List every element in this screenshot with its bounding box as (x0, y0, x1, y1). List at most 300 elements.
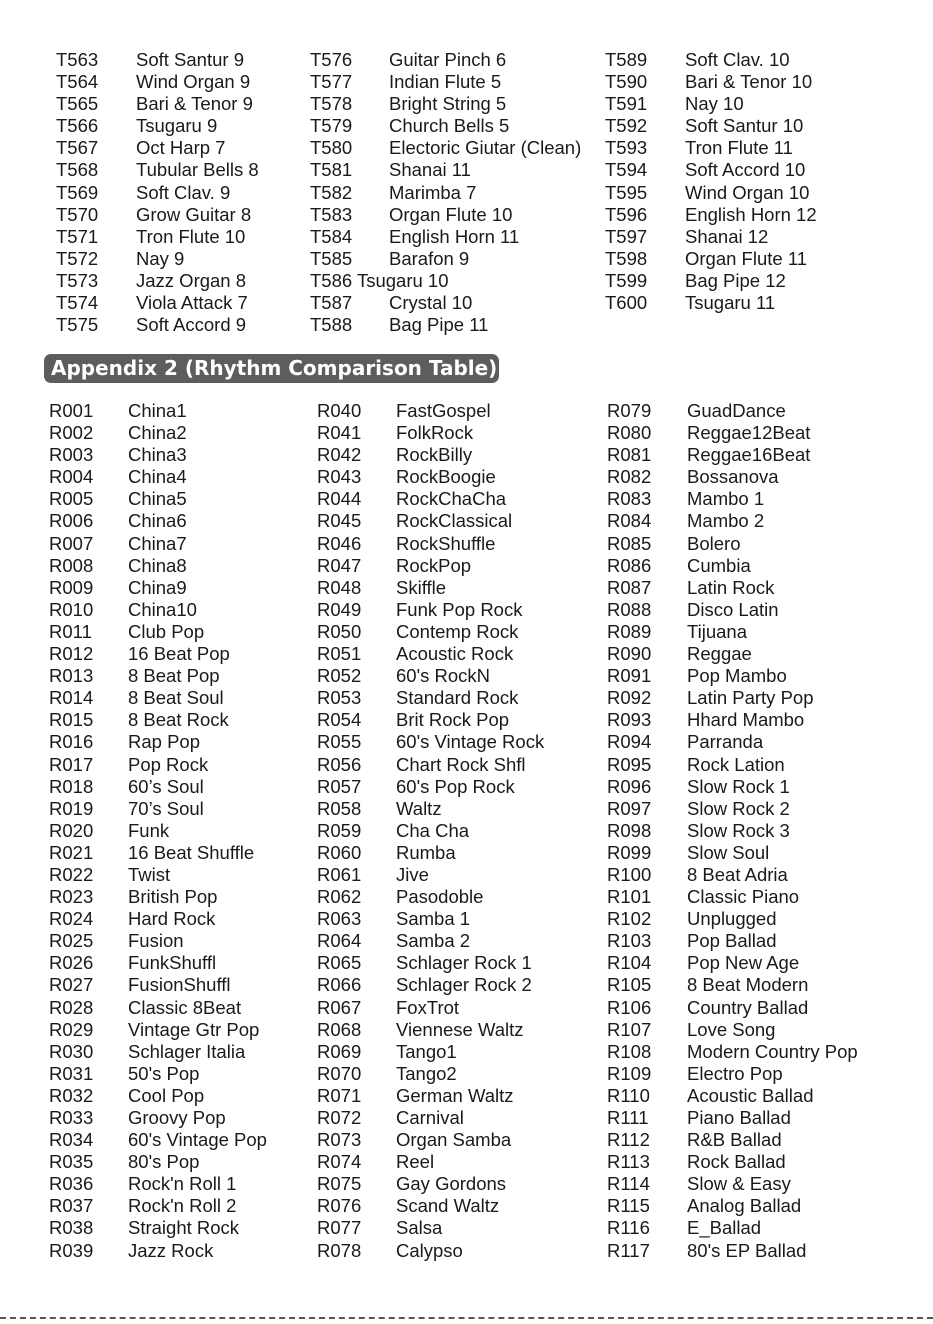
entry-name: Oct Harp 7 (136, 137, 226, 159)
entry-name: Organ Flute 11 (685, 247, 808, 269)
entry-name: Tubular Bells 8 (136, 159, 259, 181)
entry-code: R027 (49, 974, 94, 996)
entry-code: R075 (317, 1173, 362, 1195)
entry-code: R053 (317, 687, 362, 709)
entry-code: R022 (49, 863, 94, 885)
entry-name: Straight Rock (128, 1217, 240, 1239)
entry-name: Bolero (687, 532, 741, 554)
entry-name: RockPop (396, 554, 472, 576)
entry-name: Tron Flute 11 (685, 137, 793, 159)
entry-name: British Pop (128, 886, 218, 908)
entry-name: Soft Santur 10 (685, 115, 804, 137)
entry-code: R085 (607, 532, 652, 554)
entry-name: Funk (128, 819, 170, 841)
entry-name: Cumbia (687, 554, 751, 576)
entry-code: R030 (49, 1040, 94, 1062)
entry-name: 60's Vintage Rock (396, 731, 545, 753)
entry-code: T568 (56, 159, 99, 181)
appendix-2-heading: Appendix 2 (Rhythm Comparison Table) (44, 354, 499, 383)
entry-code: R108 (607, 1040, 652, 1062)
entry-code: T585 (310, 247, 353, 269)
entry-code: R110 (607, 1084, 650, 1106)
entry-name: Jive (396, 863, 429, 885)
entry-name: RockBilly (396, 444, 473, 466)
entry-name: 60's RockN (396, 665, 491, 687)
entry-code: R115 (607, 1195, 650, 1217)
entry-code: R028 (49, 996, 94, 1018)
entry-name: China6 (128, 510, 187, 532)
entry-code: T591 (605, 93, 648, 115)
entry-code: R061 (317, 863, 362, 885)
entry-code: R069 (317, 1040, 362, 1062)
entry-code: R025 (49, 930, 94, 952)
entry-code: R003 (49, 444, 94, 466)
entry-code: R073 (317, 1129, 362, 1151)
entry-name: Pop New Age (687, 952, 800, 974)
entry-code: R006 (49, 510, 94, 532)
entry-name: Rock Ballad (687, 1151, 786, 1173)
entry-name: Samba 1 (396, 908, 471, 930)
entry-code: R039 (49, 1239, 94, 1261)
entry-name: 8 Beat Rock (128, 709, 229, 731)
entry-name: Hhard Mambo (687, 709, 805, 731)
entry-name: FunkShuffl (128, 952, 217, 974)
entry-code: R040 (317, 400, 362, 421)
entry-code: R107 (607, 1018, 652, 1040)
entry-code: R084 (607, 510, 652, 532)
entry-name: Classic 8Beat (128, 996, 242, 1018)
entry-name: China9 (128, 576, 187, 598)
entry-code: T567 (56, 137, 99, 159)
entry-code: T579 (310, 115, 353, 137)
entry-code: R074 (317, 1151, 362, 1173)
entry-code: R008 (49, 554, 94, 576)
entry-name: Reggae (687, 643, 752, 665)
entry-code: R098 (607, 819, 652, 841)
entry-name: FoxTrot (396, 996, 460, 1018)
entry-code: T571 (56, 225, 99, 247)
entry-code: R090 (607, 643, 652, 665)
entry-name: Tango1 (396, 1040, 457, 1062)
entry-name: Latin Rock (687, 576, 775, 598)
entry-code: R092 (607, 687, 652, 709)
entry-code: R051 (317, 643, 362, 665)
entry-name: Parranda (687, 731, 764, 753)
entry-name: Slow Rock 1 (687, 775, 790, 797)
entry-code: R086 (607, 554, 652, 576)
entry-name: Organ Flute 10 (389, 203, 513, 225)
entry-code: T572 (56, 247, 99, 269)
entry-code: T592 (605, 115, 648, 137)
entry-name: Shanai 11 (389, 159, 471, 181)
entry-name: Guitar Pinch 6 (389, 49, 507, 70)
entry-code: R106 (607, 996, 652, 1018)
entry-code: T563 (56, 49, 99, 70)
entry-code: T580 (310, 137, 353, 159)
entry-code: T598 (605, 247, 648, 269)
entry-name: English Horn 11 (389, 225, 520, 247)
entry-name: China4 (128, 466, 187, 488)
entry-code: R042 (317, 444, 362, 466)
entry-name: Grow Guitar 8 (136, 203, 252, 225)
entry-name: Chart Rock Shfl (396, 753, 526, 775)
entry-name: Samba 2 (396, 930, 471, 952)
entry-code: R014 (49, 687, 94, 709)
entry-code: R017 (49, 753, 94, 775)
entry-name: Modern Country Pop (687, 1040, 858, 1062)
entry-name: German Waltz (396, 1084, 514, 1106)
entry-name: Soft Santur 9 (136, 49, 244, 70)
entry-code: R080 (607, 422, 652, 444)
entry-name: Slow & Easy (687, 1173, 791, 1195)
entry-code: R012 (49, 643, 94, 665)
entry-name: Club Pop (128, 620, 205, 642)
entry-name: Cool Pop (128, 1084, 205, 1106)
entry-code: R021 (49, 841, 94, 863)
entry-name: Soft Clav. 9 (136, 181, 231, 203)
entry-name: Bag Pipe 12 (685, 269, 786, 291)
entry-name: Pop Ballad (687, 930, 777, 952)
entry-name: China8 (128, 554, 187, 576)
entry-name: Schlager Rock 1 (396, 952, 532, 974)
entry-code: R065 (317, 952, 362, 974)
entry-name: Viola Attack 7 (136, 292, 248, 314)
entry-name: Hard Rock (128, 908, 216, 930)
entry-name: Scand Waltz (396, 1195, 500, 1217)
entry-code: T597 (605, 225, 648, 247)
entry-code: R047 (317, 554, 362, 576)
entry-code: R046 (317, 532, 362, 554)
entry-code: R013 (49, 665, 94, 687)
entry-code: R103 (607, 930, 652, 952)
entry-name: Soft Accord 9 (136, 314, 247, 336)
entry-name: Acoustic Rock (396, 643, 514, 665)
entry-name: China10 (128, 598, 197, 620)
entry-name: Electro Pop (687, 1062, 783, 1084)
entry-code: R010 (49, 598, 94, 620)
entry-name: R&B Ballad (687, 1129, 782, 1151)
entry-name: English Horn 12 (685, 203, 817, 225)
entry-code: R005 (49, 488, 94, 510)
entry-code: R001 (49, 400, 94, 421)
entry-code: R088 (607, 598, 652, 620)
entry-code: R015 (49, 709, 94, 731)
entry-name: Rock'n Roll 1 (128, 1173, 237, 1195)
entry-name: Shanai 12 (685, 225, 769, 247)
entry-name: Marimba 7 (389, 181, 477, 203)
entry-name: Viennese Waltz (396, 1018, 524, 1040)
entry-code: R038 (49, 1217, 94, 1239)
entry-code: R070 (317, 1062, 362, 1084)
entry-name: Disco Latin (687, 598, 779, 620)
entry-code: T575 (56, 314, 99, 336)
entry-code: R058 (317, 797, 362, 819)
entry-code: R007 (49, 532, 94, 554)
entry-name: Slow Soul (687, 841, 770, 863)
entry-name: 60’s Soul (128, 775, 204, 797)
entry-name: 50's Pop (128, 1062, 200, 1084)
entry-name: Organ Samba (396, 1129, 512, 1151)
entry-code: T588 (310, 314, 353, 336)
entry-name: 8 Beat Adria (687, 863, 788, 885)
entry-name: Calypso (396, 1239, 463, 1261)
entry-name: Twist (128, 863, 171, 885)
entry-code: R024 (49, 908, 94, 930)
entry-name: Indian Flute 5 (389, 71, 502, 93)
entry-code: T587 (310, 292, 353, 314)
entry-code: T578 (310, 93, 353, 115)
entry-code: T564 (56, 71, 99, 93)
entry-name: Nay 9 (136, 247, 185, 269)
entry-name: Waltz (396, 797, 442, 819)
entry-name: Mambo 2 (687, 510, 765, 532)
entry-code: R100 (607, 863, 652, 885)
entry-code: T577 (310, 71, 353, 93)
entry-name: Acoustic Ballad (687, 1084, 814, 1106)
entry-name: Analog Ballad (687, 1195, 802, 1217)
entry-code: R099 (607, 841, 652, 863)
entry-name: Cha Cha (396, 819, 470, 841)
entry-name: Funk Pop Rock (396, 598, 523, 620)
entry-name: Jazz Organ 8 (136, 269, 247, 291)
entry-code: R045 (317, 510, 362, 532)
entry-name: RockClassical (396, 510, 513, 532)
entry-name: E_Ballad (687, 1217, 762, 1239)
entry-name: FolkRock (396, 422, 474, 444)
entry-name: China5 (128, 488, 187, 510)
entry-code: R082 (607, 466, 652, 488)
entry-code: T576 (310, 49, 353, 70)
entry-code: R111 (607, 1107, 649, 1128)
entry-code: R060 (317, 841, 362, 863)
entry-code: R041 (317, 422, 362, 444)
entry-name: China1 (128, 400, 187, 421)
page-footer-divider (0, 1317, 933, 1319)
entry-code: R054 (317, 709, 362, 731)
entry-name: Nay 10 (685, 93, 744, 115)
entry-code: R109 (607, 1062, 652, 1084)
entry-name: Reggae12Beat (687, 422, 811, 444)
entry-name: Gay Gordons (396, 1173, 507, 1195)
entry-name: Tsugaru 9 (136, 115, 218, 137)
entry-name: Bag Pipe 11 (389, 314, 489, 336)
entry-code: R067 (317, 996, 362, 1018)
entry-code: T573 (56, 269, 99, 291)
entry-code: R062 (317, 886, 362, 908)
entry-code: T582 (310, 181, 353, 203)
entry-code: R104 (607, 952, 652, 974)
entry-name: 16 Beat Pop (128, 643, 230, 665)
entry-code: R037 (49, 1195, 94, 1217)
entry-name: Rock'n Roll 2 (128, 1195, 237, 1217)
entry-code: R059 (317, 819, 362, 841)
entry-name: FastGospel (396, 400, 491, 421)
entry-name: Love Song (687, 1018, 776, 1040)
entry-name: Crystal 10 (389, 292, 473, 314)
entry-name: Piano Ballad (687, 1107, 791, 1128)
entry-name: Tsugaru 11 (685, 292, 776, 314)
entry-code: R113 (607, 1151, 650, 1173)
entry-code: T574 (56, 292, 99, 314)
entry-name: Brit Rock Pop (396, 709, 510, 731)
entry-name: 16 Beat Shuffle (128, 841, 255, 863)
entry-code: T590 (605, 71, 648, 93)
entry-code: R056 (317, 753, 362, 775)
entry-code: R101 (607, 886, 652, 908)
entry-code: R095 (607, 753, 652, 775)
entry-name: 8 Beat Pop (128, 665, 220, 687)
entry-code: R089 (607, 620, 652, 642)
entry-name: Wind Organ 10 (685, 181, 810, 203)
entry-name: Electoric Giutar (Clean) (389, 137, 582, 159)
entry-name: RockBoogie (396, 466, 496, 488)
entry-code: R102 (607, 908, 652, 930)
entry-code: R096 (607, 775, 652, 797)
entry-code: R093 (607, 709, 652, 731)
entry-code: T594 (605, 159, 648, 181)
entry-code: R105 (607, 974, 652, 996)
entry-name: RockShuffle (396, 532, 496, 554)
entry-code: R043 (317, 466, 362, 488)
entry-name: 60's Pop Rock (396, 775, 515, 797)
entry-name: 60's Vintage Pop (128, 1129, 267, 1151)
entry-code: T600 (605, 292, 648, 314)
entry-name: RockChaCha (396, 488, 507, 510)
entry-name: Schlager Italia (128, 1040, 246, 1062)
entry-name: Tijuana (687, 620, 747, 642)
entry-name: GuadDance (687, 400, 786, 421)
entry-name: Slow Rock 3 (687, 819, 790, 841)
entry-name: China2 (128, 422, 187, 444)
entry-code: R064 (317, 930, 362, 952)
entry-code: R117 (607, 1239, 650, 1261)
entry-name: Barafon 9 (389, 247, 470, 269)
entry-name: China7 (128, 532, 187, 554)
entry-code: R031 (49, 1062, 94, 1084)
entry-code: T583 (310, 203, 353, 225)
entry-name: Bari & Tenor 10 (685, 71, 813, 93)
entry-code: R081 (607, 444, 652, 466)
entry-code: R071 (317, 1084, 362, 1106)
entry-code: T584 (310, 225, 353, 247)
entry-name: Latin Party Pop (687, 687, 814, 709)
entry-code: R035 (49, 1151, 94, 1173)
entry-name: Groovy Pop (128, 1107, 226, 1128)
entry-code: R087 (607, 576, 652, 598)
entry-code: R034 (49, 1129, 94, 1151)
entry-code: T599 (605, 269, 648, 291)
entry-name: Bari & Tenor 9 (136, 93, 253, 115)
entry-code: R002 (49, 422, 94, 444)
entry-name: Contemp Rock (396, 620, 519, 642)
entry-code: R072 (317, 1107, 362, 1128)
entry-code: R094 (607, 731, 652, 753)
entry-code: R016 (49, 731, 94, 753)
entry-code: R078 (317, 1239, 362, 1261)
entry-code: R066 (317, 974, 362, 996)
entry-code: R114 (607, 1173, 650, 1195)
entry-code: R044 (317, 488, 362, 510)
entry-code: R063 (317, 908, 362, 930)
entry-name: Soft Accord 10 (685, 159, 806, 181)
entry-name: 8 Beat Modern (687, 974, 809, 996)
entry-name: 70’s Soul (128, 797, 204, 819)
entry-code: R079 (607, 400, 652, 421)
entry-code: R097 (607, 797, 652, 819)
entry-code: T570 (56, 203, 99, 225)
entry-code: R032 (49, 1084, 94, 1106)
entry-name: Classic Piano (687, 886, 800, 908)
entry-code: R077 (317, 1217, 362, 1239)
entry-code: R036 (49, 1173, 94, 1195)
entry-code: R049 (317, 598, 362, 620)
entry-name: Schlager Rock 2 (396, 974, 532, 996)
entry-name: Pop Rock (128, 753, 209, 775)
entry-name: Rumba (396, 841, 456, 863)
entry-name: Vintage Gtr Pop (128, 1018, 260, 1040)
entry-name: Tron Flute 10 (136, 225, 246, 247)
entry-name: Pop Mambo (687, 665, 787, 687)
entry-name: Bright String 5 (389, 93, 507, 115)
entry-name: Skiffle (396, 576, 447, 598)
entry-code: R004 (49, 466, 94, 488)
entry-code: R055 (317, 731, 362, 753)
entry-code: T565 (56, 93, 99, 115)
entry-code: R018 (49, 775, 94, 797)
entry-name: Rap Pop (128, 731, 200, 753)
entry-code: R011 (49, 620, 92, 642)
entry-name: Bossanova (687, 466, 779, 488)
entry-name: Fusion (128, 930, 184, 952)
entry-code: R023 (49, 886, 94, 908)
entry-name: Unplugged (687, 908, 777, 930)
entry-name: Wind Organ 9 (136, 71, 251, 93)
entry-code: T589 (605, 49, 648, 70)
entry-name: Mambo 1 (687, 488, 765, 510)
entry-code: R112 (607, 1129, 650, 1151)
entry-code: R026 (49, 952, 94, 974)
entry-name: 80's EP Ballad (687, 1239, 807, 1261)
entry-name: Reel (396, 1151, 435, 1173)
entry-code: T586 Tsugaru 10 (310, 269, 449, 291)
entry-code: R019 (49, 797, 94, 819)
entry-code: R068 (317, 1018, 362, 1040)
entry-code: R009 (49, 576, 94, 598)
entry-name: Church Bells 5 (389, 115, 510, 137)
entry-name: Standard Rock (396, 687, 519, 709)
entry-name: Salsa (396, 1217, 443, 1239)
entry-code: R091 (607, 665, 652, 687)
entry-name: Carnival (396, 1107, 464, 1128)
entry-name: Reggae16Beat (687, 444, 811, 466)
entry-code: T569 (56, 181, 99, 203)
entry-name: Tango2 (396, 1062, 457, 1084)
entry-code: T596 (605, 203, 648, 225)
entry-code: T566 (56, 115, 99, 137)
entry-code: T593 (605, 137, 648, 159)
entry-code: R029 (49, 1018, 94, 1040)
entry-name: 80's Pop (128, 1151, 200, 1173)
entry-code: R057 (317, 775, 362, 797)
entry-name: Slow Rock 2 (687, 797, 790, 819)
entry-name: China3 (128, 444, 187, 466)
entry-name: 8 Beat Soul (128, 687, 224, 709)
entry-name: Pasodoble (396, 886, 484, 908)
entry-code: R048 (317, 576, 362, 598)
entry-code: T581 (310, 159, 353, 181)
entry-code: T595 (605, 181, 648, 203)
entry-name: Jazz Rock (128, 1239, 214, 1261)
